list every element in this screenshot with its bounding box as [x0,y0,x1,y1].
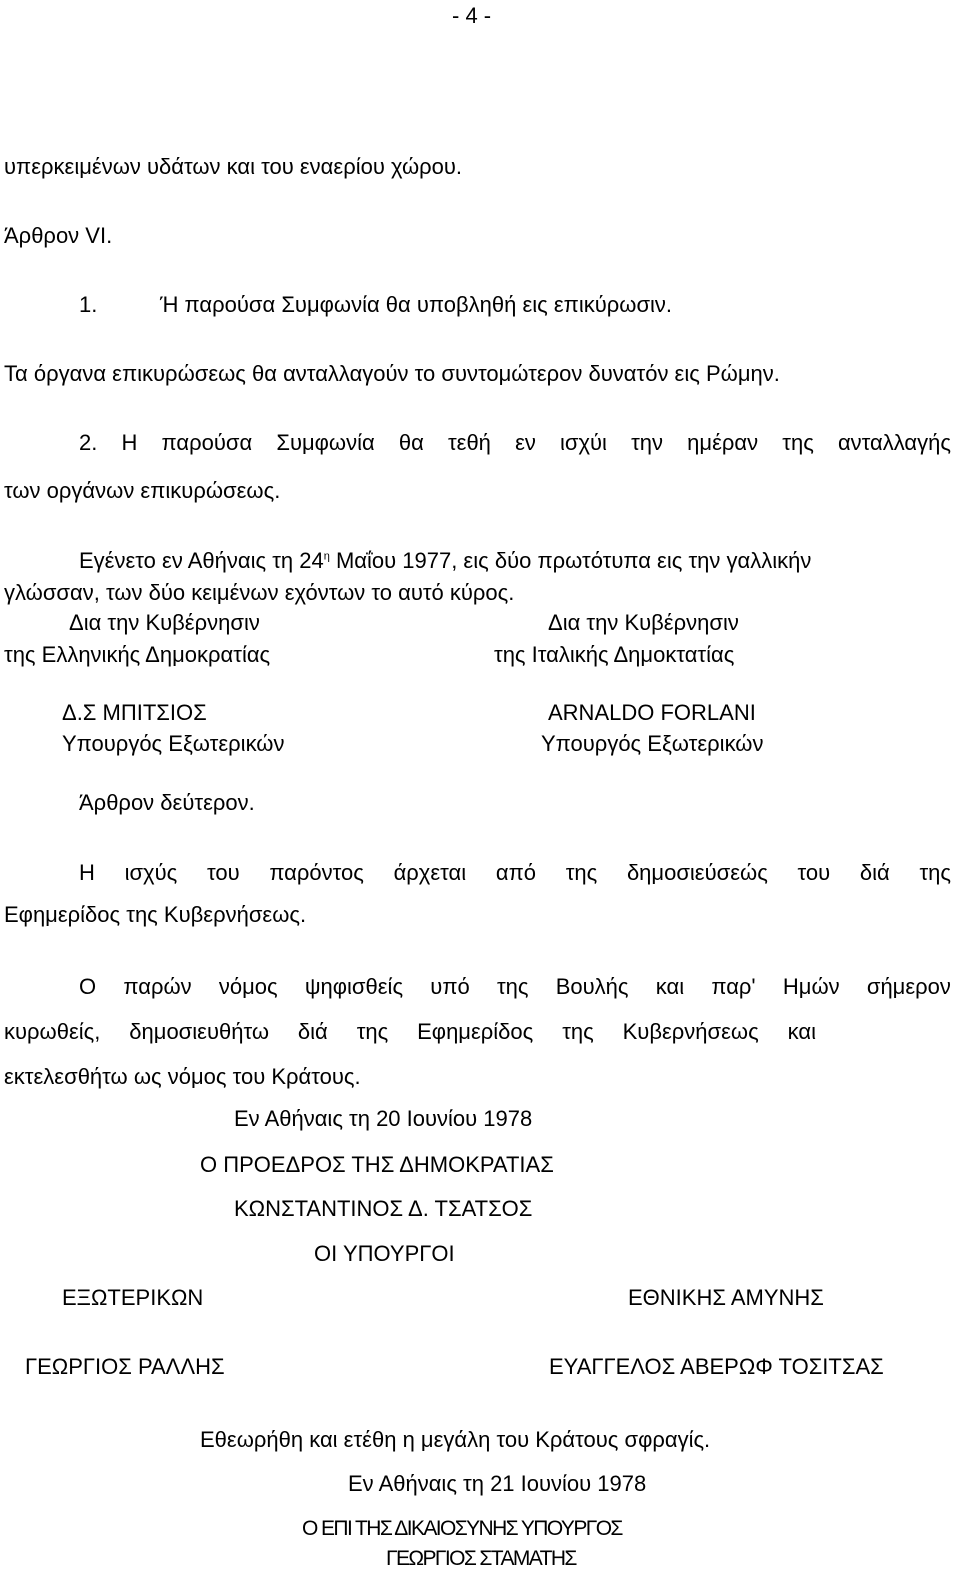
seal-statement: Εθεωρήθη και ετέθη η μεγάλη του Κράτους σφραγίς. [200,1427,711,1452]
word: Βουλής [555,974,629,999]
word: δημοσιεύσεώς [626,860,768,885]
word: Ημών [782,974,840,999]
minister-right-dept: ΕΘΝΙΚΗΣ ΑΜΥΝΗΣ [628,1285,824,1310]
word: Η [121,430,138,455]
text-line [79,550,811,572]
page-number: - 4 - [452,3,492,28]
article-heading: Άρθρον VI. [4,223,113,248]
signatory-right-title: Υπουργός Εξωτερικών [541,731,764,756]
word: του [797,860,831,885]
text-line: γλώσσαν, των δύο κειμένων εχόντων το αυτό κύρος. [4,580,515,605]
article-heading: Άρθρον δεύτερον. [79,790,255,815]
word: νόμος [218,974,278,999]
word: και [787,1019,816,1044]
word: ανταλλαγής [837,430,951,455]
word: από [495,860,536,885]
word: Ο [79,974,97,999]
word: της [565,860,598,885]
word: την [631,430,664,455]
ordinal-superscript: η [323,550,330,563]
word: σήμερον [866,974,951,999]
word: δημοσιευθήτω [129,1019,270,1044]
signatory-right-line1: Δια την Κυβέρνησιν [548,610,739,635]
word: ισχύι [560,430,607,455]
minister-right-name: ΕΥΑΓΓΕΛΟΣ ΑΒΕΡΩΦ ΤΟΣΙΤΣΑΣ [549,1354,884,1379]
text-line: Ή παρούσα Συμφωνία θα υποβληθή εις επικύρωσιν. [160,292,673,317]
word: θα [398,430,424,455]
word: τεθή [447,430,491,455]
justified-line [79,976,951,998]
word: διά [297,1019,328,1044]
word: της [782,430,814,455]
paragraph-number: 1. [79,292,98,317]
text-fragment: Μαΐου 1977, εις δύο πρωτότυπα εις την γαλλικήν [329,548,812,573]
ministers-heading: ΟΙ ΥΠΟΥΡΓΟΙ [314,1241,455,1266]
date-line: Εν Αθήναις τη 20 Ιουνίου 1978 [234,1106,533,1131]
word: Συμφωνία [276,430,375,455]
signatory-left-line1: Δια την Κυβέρνησιν [69,610,260,635]
justice-minister-name: ΓΕΩΡΓΙΟΣ ΣΤΑΜΑΤΗΣ [386,1547,576,1570]
text-line: Τα όργανα επικυρώσεως θα ανταλλαγούν το συντομώτερον δυνατόν εις Ρώμην. [4,361,780,386]
minister-left-dept: ΕΞΩΤΕΡΙΚΩΝ [62,1285,204,1310]
word: Η [79,860,95,885]
word: της [562,1019,594,1044]
word: άρχεται [393,860,467,885]
text-fragment: Εγένετο εν Αθήναις τη 24 [79,548,324,573]
word: Κυβερνήσεως [622,1019,759,1044]
word: διά [859,860,890,885]
justified-line [79,862,951,884]
signatory-right-line2: της Ιταλικής Δημοκτατίας [494,642,735,667]
president-title: Ο ΠΡΟΕΔΡΟΣ ΤΗΣ ΔΗΜΟΚΡΑΤΙΑΣ [200,1152,554,1177]
text-line: εκτελεσθήτω ως νόμος του Κράτους. [4,1064,361,1089]
word: παρ' [711,974,756,999]
word: ισχύς [124,860,178,885]
date-line: Εν Αθήναις τη 21 Ιουνίου 1978 [348,1471,647,1496]
word: της [356,1019,389,1044]
word: της [496,974,529,999]
signatory-right-name: ARNALDO FORLANI [548,700,756,725]
signatory-left-line2: της Ελληνικής Δημοκρατίας [4,642,271,667]
word: του [206,860,240,885]
word: και [655,974,685,999]
text-line: των οργάνων επικυρώσεως. [4,478,281,503]
minister-left-name: ΓΕΩΡΓΙΟΣ ΡΑΛΛΗΣ [25,1354,225,1379]
word: ημέραν [687,430,759,455]
word: Εφημερίδος [417,1019,534,1044]
word: υπό [430,974,470,999]
word: ψηφισθείς [304,974,404,999]
signatory-left-title: Υπουργός Εξωτερικών [62,731,285,756]
justified-line [4,1021,816,1043]
word: 2. [79,430,98,455]
justified-line [79,432,951,454]
text-line: Εφημερίδος της Κυβερνήσεως. [4,902,307,927]
word: της [919,860,951,885]
word: παρούσα [161,430,253,455]
word: εν [515,430,536,455]
text-line: υπερκειμένων υδάτων και του εναερίου χώρου. [4,154,463,179]
signatory-left-name: Δ.Σ ΜΠΙΤΣΙΟΣ [62,700,207,725]
word: κυρωθείς, [4,1019,101,1044]
word: παρών [123,974,192,999]
justice-minister-title: Ο ΕΠΙ ΤΗΣ ΔΙΚΑΙΟΣΥΝΗΣ ΥΠΟΥΡΓΟΣ [302,1517,622,1540]
word: παρόντος [269,860,364,885]
president-name: ΚΩΝΣΤΑΝΤΙΝΟΣ Δ. ΤΣΑΤΣΟΣ [234,1196,533,1221]
